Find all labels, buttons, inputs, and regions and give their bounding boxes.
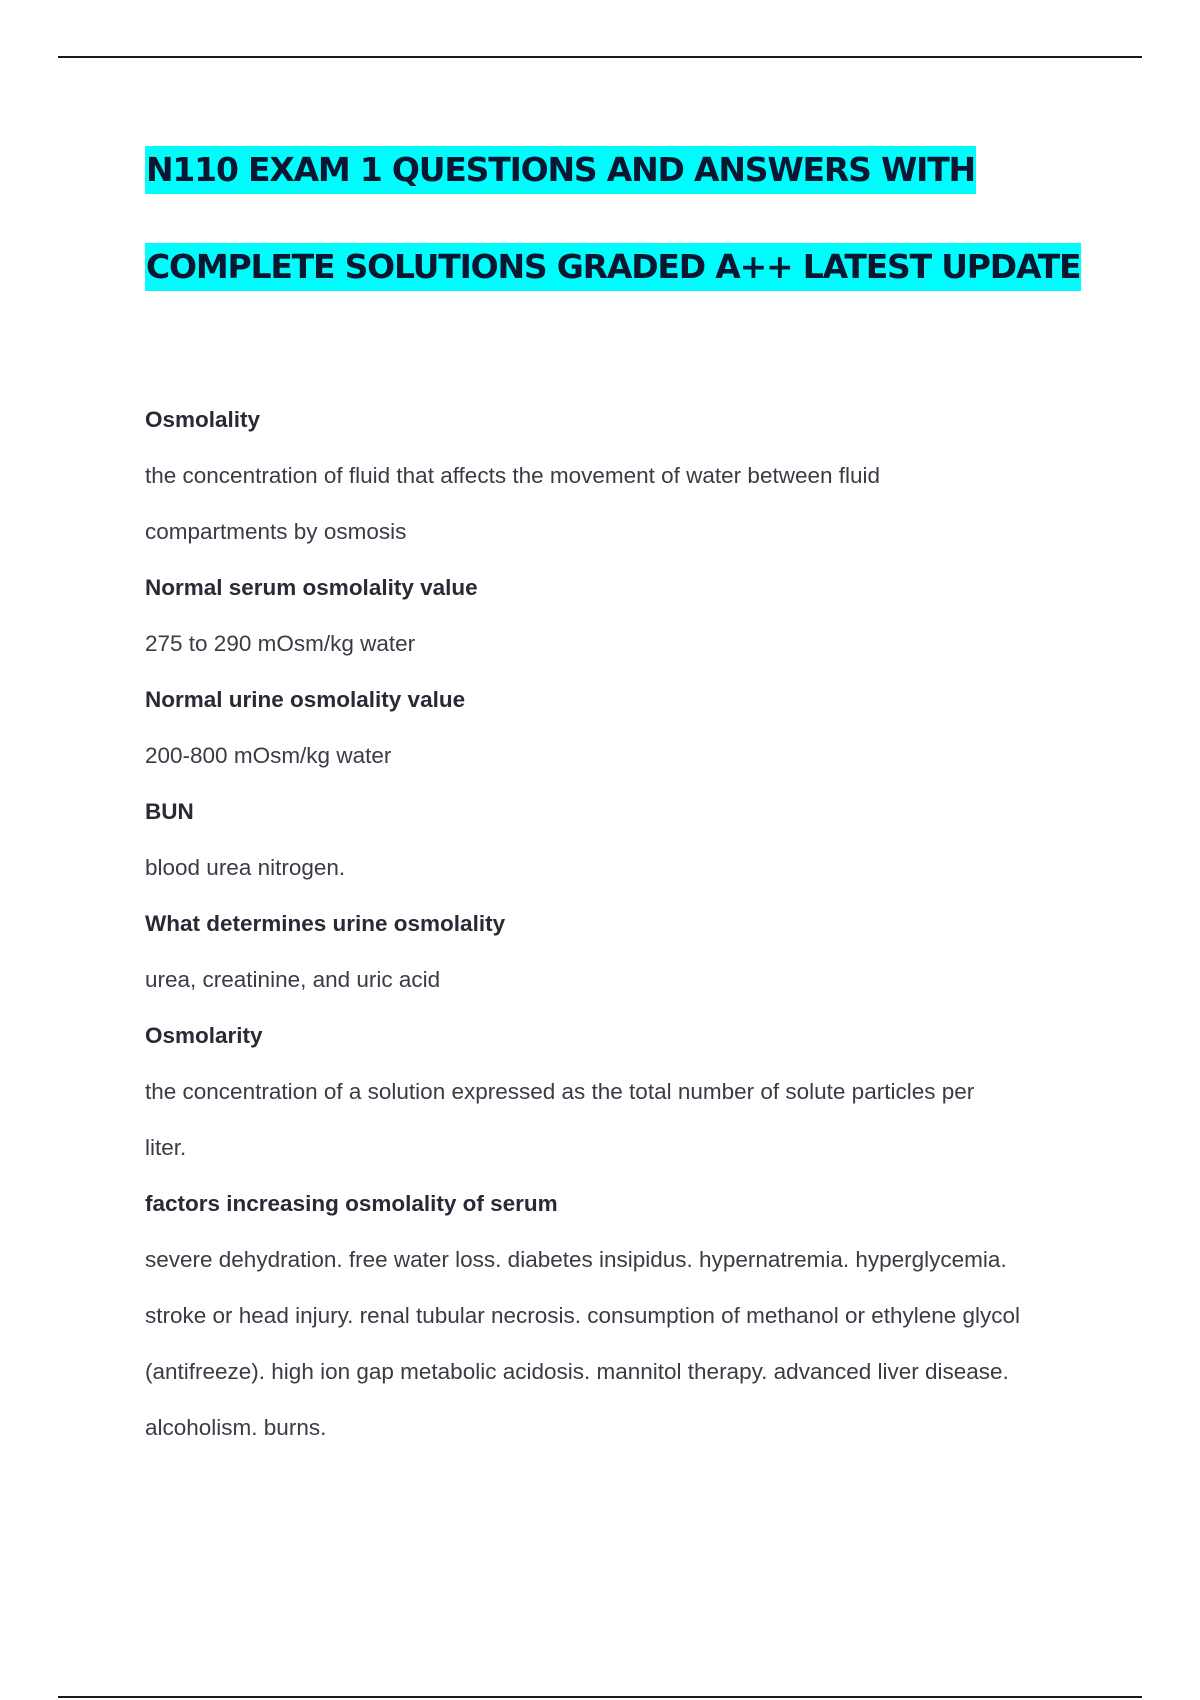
term-normal-urine-osmolality: Normal urine osmolality value	[145, 687, 466, 712]
document-title	[145, 146, 1125, 291]
term-factors-increasing-serum-osmolality: factors increasing osmolality of serum	[145, 1191, 558, 1216]
title-line-2: COMPLETE SOLUTIONS GRADED A++ LATEST UPDATE	[145, 243, 1081, 291]
definition-line: urea, creatinine, and uric acid	[145, 967, 441, 992]
qa-list	[145, 392, 1105, 1456]
definition-line: compartments by osmosis	[145, 519, 407, 544]
definition-line: stroke or head injury. renal tubular necrosis. consumption of methanol or ethylene glycol	[145, 1303, 1021, 1328]
definition-line: blood urea nitrogen.	[145, 855, 346, 880]
title-line-1: N110 EXAM 1 QUESTIONS AND ANSWERS WITH	[145, 146, 976, 194]
term-normal-serum-osmolality: Normal serum osmolality value	[145, 575, 478, 600]
definition-line: severe dehydration. free water loss. diabetes insipidus. hypernatremia. hyperglycemia.	[145, 1247, 1007, 1272]
definition-line: 275 to 290 mOsm/kg water	[145, 631, 416, 656]
term-urine-osmolality-determinants: What determines urine osmolality	[145, 911, 506, 936]
definition-line: the concentration of a solution expressed as the total number of solute particles per	[145, 1079, 975, 1104]
header-rule	[58, 56, 1142, 58]
definition-line: liter.	[145, 1135, 187, 1160]
definition-line: 200-800 mOsm/kg water	[145, 743, 392, 768]
footer-rule	[58, 1696, 1142, 1698]
term-osmolarity: Osmolarity	[145, 1023, 263, 1048]
definition-line: alcoholism. burns.	[145, 1415, 327, 1440]
term-osmolality: Osmolality	[145, 407, 261, 432]
definition-line: the concentration of fluid that affects the movement of water between fluid	[145, 463, 881, 488]
definition-line: (antifreeze). high ion gap metabolic acidosis. mannitol therapy. advanced liver disease.	[145, 1359, 1009, 1384]
term-bun: BUN	[145, 799, 194, 824]
